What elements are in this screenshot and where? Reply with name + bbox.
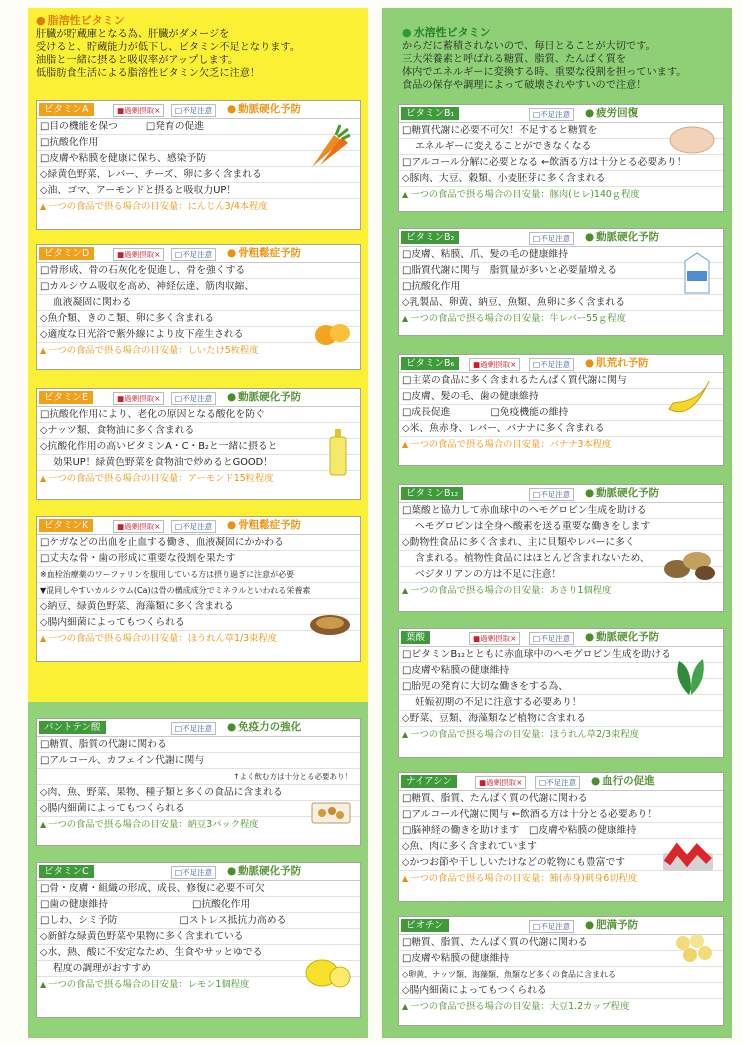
- vitamin-a-card: [36, 100, 361, 230]
- card-row: 含まれる。植物性食品にはほとんど含まれないため、: [399, 551, 723, 567]
- clam-icon: [661, 543, 717, 583]
- lemon-icon: [302, 951, 352, 993]
- amount-guide: ▲ 一つの食品で摂る場合の目安量：ほうれん草2/3束程度: [399, 727, 723, 742]
- card-header: [37, 863, 360, 881]
- banana-icon: [665, 375, 715, 417]
- excess-badge: ■過剰摂取×: [113, 520, 164, 533]
- amount-guide: ▲ 一つの食品で摂る場合の目安量：にんじん3/4本程度: [37, 199, 360, 214]
- card-header: [399, 773, 723, 791]
- niacin-card: [398, 772, 724, 902]
- vitamin-name: ビタミンC: [39, 865, 94, 878]
- biotin-card: [398, 916, 724, 1026]
- card-row: □抗酸化作用: [37, 135, 360, 151]
- card-row: 効果UP！緑黄色野菜を食物油で炒めるとGOOD！: [37, 455, 360, 471]
- intro-line: 食品の保存や調理によって破壊されやすいので注意！: [402, 80, 647, 91]
- card-row: □抗酸化作用: [399, 279, 723, 295]
- amount-guide: ▲ 一つの食品で摂る場合の目安量：アーモンド15粒程度: [37, 471, 360, 486]
- oil-bottle-icon: [326, 429, 350, 477]
- deficit-badge: □不足注意: [529, 632, 574, 645]
- card-row: ▼混同しやすいカルシウム(Ca)は骨の構成成分でミネラルといわれる栄養素: [37, 583, 360, 599]
- amount-guide: ▲ 一つの食品で摂る場合の目安量：豚肉(ヒレ)140ｇ程度: [399, 187, 723, 202]
- card-row: ◇卵黄、ナッツ類、海藻類、魚類など多くの食品に含まれる: [399, 967, 723, 983]
- card-row: □カルシウム吸収を高め、神経伝達、筋肉収縮、: [37, 279, 360, 295]
- intro-line: 受けると、貯蔵能力が低下し、ビタミン不足となります。: [36, 42, 301, 53]
- card-row: □脳神経の働きを助けます □皮膚や粘膜の健康維持: [399, 823, 723, 839]
- card-row: ◇腸内細菌によってもつくられる: [37, 615, 360, 631]
- amount-guide: ▲ 一つの食品で摂る場合の目安量：バナナ3本程度: [399, 437, 723, 452]
- natto-pack-icon: [308, 797, 354, 827]
- folate-card: [398, 628, 724, 758]
- card-row: ◇新鮮な緑黄色野菜や果物に多く含まれている: [37, 929, 360, 945]
- vitamin-c-card: [36, 862, 361, 1018]
- card-header: [399, 105, 723, 123]
- amount-guide: ▲ 一つの食品で摂る場合の目安量：あさり1個程度: [399, 583, 723, 598]
- card-row: ◇かつお節や干ししいたけなどの乾物にも豊富です: [399, 855, 723, 871]
- vitamin-e-card: [36, 388, 361, 500]
- deficit-badge: □不足注意: [171, 722, 216, 735]
- card-row: □糖質、脂質の代謝に関わる: [37, 737, 360, 753]
- tuna-sashimi-icon: [659, 839, 717, 875]
- egg-icon: [312, 319, 352, 347]
- card-header: [37, 101, 360, 119]
- card-row: ◇動物性食品に多く含まれ、主に貝類やレバーに多く: [399, 535, 723, 551]
- effect-label: ● 動脈硬化予防: [227, 102, 301, 117]
- excess-badge: ■過剰摂取×: [113, 392, 164, 405]
- card-row: ◇納豆、緑黄色野菜、海藻類に多く含まれる: [37, 599, 360, 615]
- intro-line: 肝臓が貯蔵庫となる為、肝臓がダメージを: [36, 29, 230, 40]
- water-soluble-intro: [402, 40, 686, 92]
- intro-line: からだに蓄積されないので、毎日とることが大切です。: [402, 41, 656, 52]
- intro-line: 三大栄養素と呼ばれる糖質、脂質、たんぱく質を: [402, 54, 627, 65]
- amount-guide: ▲ 一つの食品で摂る場合の目安量：しいたけ5枚程度: [37, 343, 360, 358]
- card-row: 妊娠初期の不足に注意する必要あり！: [399, 695, 723, 711]
- fat-soluble-title: ● 脂溶性ビタミン: [36, 12, 125, 28]
- card-row: ◇米、魚赤身、レバー、バナナに多く含まれる: [399, 421, 723, 437]
- card-row: □皮膚や粘膜を健康に保ち、感染予防: [37, 151, 360, 167]
- effect-label: ● 動脈硬化予防: [227, 390, 301, 405]
- card-row: ヘモグロビンは全身へ酸素を送る重要な働きをします: [399, 519, 723, 535]
- card-header: [37, 389, 360, 407]
- card-row: ◇油、ゴマ、アーモンドと摂ると吸収力UP！: [37, 183, 360, 199]
- card-row: □皮膚や粘膜の健康維持: [399, 663, 723, 679]
- deficit-badge: □不足注意: [171, 392, 216, 405]
- card-row: □皮膚や粘膜の健康維持: [399, 951, 723, 967]
- card-row: ◇抗酸化作用の高いビタミンA・C・B₂と一緒に摂ると: [37, 439, 360, 455]
- deficit-badge: □不足注意: [171, 866, 216, 879]
- card-row: ◇水、熱、酸に不安定なため、生食やサッとゆでる: [37, 945, 360, 961]
- soybean-icon: [673, 931, 717, 965]
- excess-badge: ■過剰摂取×: [475, 776, 526, 789]
- card-header: [399, 229, 723, 247]
- intro-line: 低脂肪食生活による脂溶性ビタミン欠乏に注意！: [36, 68, 261, 79]
- card-row: □骨・皮膚・組織の形成、成長、修復に必要不可欠: [37, 881, 360, 897]
- card-row: □しわ、シミ予防 □ストレス抵抗力高める: [37, 913, 360, 929]
- carrot-icon: [304, 121, 352, 171]
- effect-label: ● 疲労回復: [585, 106, 638, 121]
- card-row: □ビタミンB₁₂とともに赤血球中のヘモグロビン生成を助ける: [399, 647, 723, 663]
- card-row: □アルコール代謝に関与 ←飲酒る方は十分とる必要あり！: [399, 807, 723, 823]
- milk-carton-icon: [679, 251, 715, 295]
- effect-label: ● 動脈硬化予防: [585, 230, 659, 245]
- card-row: エネルギーに変えることができなくなる: [399, 139, 723, 155]
- pork-icon: [667, 123, 717, 157]
- effect-label: ● 骨粗鬆症予防: [227, 518, 301, 533]
- fat-soluble-intro: [36, 28, 300, 80]
- vitamin-d-card: [36, 244, 361, 370]
- deficit-badge: □不足注意: [529, 488, 574, 501]
- amount-guide: ▲ 一つの食品で摂る場合の目安量：鮪(赤身)刺身6切程度: [399, 871, 723, 886]
- intro-line: 体内でエネルギーに変換する時、重要な役割を担っています。: [402, 67, 687, 78]
- effect-label: ● 動脈硬化予防: [585, 486, 659, 501]
- card-row: ◇緑黄色野菜、レバー、チーズ、卵に多く含まれる: [37, 167, 360, 183]
- vitamin-b2-card: [398, 228, 724, 336]
- card-row: □葉酸と協力して赤血球中のヘモグロビン生成を助ける: [399, 503, 723, 519]
- pantothenic-acid-card: [36, 718, 361, 846]
- effect-label: ● 肌荒れ予防: [585, 356, 649, 371]
- vitamin-name: ビタミンK: [39, 519, 93, 532]
- amount-guide: ▲ 一つの食品で摂る場合の目安量：納豆3パック程度: [37, 817, 360, 832]
- card-row: □主菜の食品に多く含まれるたんぱく質代謝に関与: [399, 373, 723, 389]
- deficit-badge: □不足注意: [535, 776, 580, 789]
- deficit-badge: □不足注意: [171, 248, 216, 261]
- vitamin-b6-card: [398, 354, 724, 466]
- card-row: ◇腸内細菌によってもつくられる: [399, 983, 723, 999]
- effect-label: ● 骨粗鬆症予防: [227, 246, 301, 261]
- amount-guide: ▲ 一つの食品で摂る場合の目安量：ほうれん草1/3束程度: [37, 631, 360, 646]
- card-row: ◇肉、魚、野菜、果物、種子類と多くの食品に含まれる: [37, 785, 360, 801]
- card-row: □アルコール分解に必要となる ←飲酒る方は十分とる必要あり！: [399, 155, 723, 171]
- card-row: □歯の健康維持 □抗酸化作用: [37, 897, 360, 913]
- card-row: □皮膚、粘膜、爪、髪の毛の健康維持: [399, 247, 723, 263]
- spinach-icon: [669, 655, 713, 697]
- deficit-badge: □不足注意: [529, 358, 574, 371]
- card-row: □糖質、脂質、たんぱく質の代謝に関わる: [399, 935, 723, 951]
- card-header: [37, 245, 360, 263]
- card-row: ◇魚介類、きのこ類、卵に多く含まれる: [37, 311, 360, 327]
- card-row: □胎児の発育に大切な働きをする為、: [399, 679, 723, 695]
- deficit-badge: □不足注意: [529, 108, 574, 121]
- vitamin-name: ビタミンD: [39, 247, 94, 260]
- deficit-badge: □不足注意: [529, 920, 574, 933]
- card-row: ↑よく飲む方は十分とる必要あり！: [37, 769, 360, 785]
- card-row: ◇乳製品、卵黄、納豆、魚類、魚卵に多く含まれる: [399, 295, 723, 311]
- card-row: ◇ナッツ類、食物油に多く含まれる: [37, 423, 360, 439]
- card-header: [399, 485, 723, 503]
- card-row: □皮膚、髪の毛、歯の健康維持: [399, 389, 723, 405]
- card-row: □糖質、脂質、たんぱく質の代謝に関わる: [399, 791, 723, 807]
- card-row: □ケガなどの出血を止血する働き、血液凝固にかかわる: [37, 535, 360, 551]
- card-row: □抗酸化作用により、老化の原因となる酸化を防ぐ: [37, 407, 360, 423]
- card-header: [399, 629, 723, 647]
- water-soluble-title: ● 水溶性ビタミン: [402, 24, 491, 40]
- card-row: □脂質代謝に関与 脂質量が多いと必要量増える: [399, 263, 723, 279]
- card-row: ◇野菜、豆類、海藻類など植物に含まれる: [399, 711, 723, 727]
- deficit-badge: □不足注意: [171, 104, 216, 117]
- intro-line: 油脂と一緒に摂ると吸収率がアップします。: [36, 55, 239, 66]
- vitamin-name: 葉酸: [401, 631, 430, 644]
- card-header: [37, 517, 360, 535]
- vitamin-name: ビタミンE: [39, 391, 93, 404]
- vitamin-name: ビタミンB₂: [401, 231, 459, 244]
- card-header: [399, 355, 723, 373]
- excess-badge: ■過剰摂取×: [469, 358, 520, 371]
- card-row: 程度の調理がおすすめ: [37, 961, 360, 977]
- card-row: □丈夫な骨・歯の形成に重要な役割を果たす: [37, 551, 360, 567]
- effect-label: ● 動脈硬化予防: [585, 630, 659, 645]
- effect-label: ● 血行の促進: [591, 774, 655, 789]
- card-row: ◇腸内細菌によってもつくられる: [37, 801, 360, 817]
- vitamin-name: ビオチン: [401, 919, 449, 932]
- effect-label: ● 動脈硬化予防: [227, 864, 301, 879]
- excess-badge: ■過剰摂取×: [469, 632, 520, 645]
- amount-guide: ▲ 一つの食品で摂る場合の目安量：大豆1.2カップ程度: [399, 999, 723, 1014]
- vitamin-k-card: [36, 516, 361, 662]
- excess-badge: ■過剰摂取×: [113, 104, 164, 117]
- effect-label: ● 肥満予防: [585, 918, 638, 933]
- effect-label: ● 免疫力の強化: [227, 720, 301, 735]
- card-row: ※血栓治療薬のワーファリンを服用している方は摂り過ぎに注意が必要: [37, 567, 360, 583]
- vitamin-name: ビタミンB₁₂: [401, 487, 463, 500]
- card-row: ベジタリアンの方は不足に注意！: [399, 567, 723, 583]
- vitamin-b1-card: [398, 104, 724, 212]
- card-header: [37, 719, 360, 737]
- card-row: ◇豚肉、大豆、穀類、小麦胚芽に多く含まれる: [399, 171, 723, 187]
- vitamin-b12-card: [398, 484, 724, 612]
- amount-guide: ▲ 一つの食品で摂る場合の目安量：レモン1個程度: [37, 977, 360, 992]
- vitamin-name: ビタミンB₆: [401, 357, 459, 370]
- vitamin-name: ビタミンA: [39, 103, 94, 116]
- card-row: 血液凝固に関わる: [37, 295, 360, 311]
- card-row: □アルコール、カフェイン代謝に関与: [37, 753, 360, 769]
- card-row: ◇適度な日光浴で紫外線により皮下産生される: [37, 327, 360, 343]
- card-row: □骨形成、骨の石灰化を促進し、骨を強くする: [37, 263, 360, 279]
- vitamin-name: ナイアシン: [401, 775, 457, 788]
- deficit-badge: □不足注意: [171, 520, 216, 533]
- card-row: ◇魚、肉に多く含まれています: [399, 839, 723, 855]
- card-row: □成長促進 □免疫機能の維持: [399, 405, 723, 421]
- card-row: □糖質代謝に必要不可欠！不足すると糖質を: [399, 123, 723, 139]
- deficit-badge: □不足注意: [529, 232, 574, 245]
- vitamin-name: ビタミンB₁: [401, 107, 459, 120]
- card-row: □目の機能を保つ □発育の促進: [37, 119, 360, 135]
- excess-badge: ■過剰摂取×: [113, 248, 164, 261]
- natto-icon: [308, 609, 352, 639]
- amount-guide: ▲ 一つの食品で摂る場合の目安量：牛レバー55ｇ程度: [399, 311, 723, 326]
- vitamin-name: パントテン酸: [39, 721, 106, 734]
